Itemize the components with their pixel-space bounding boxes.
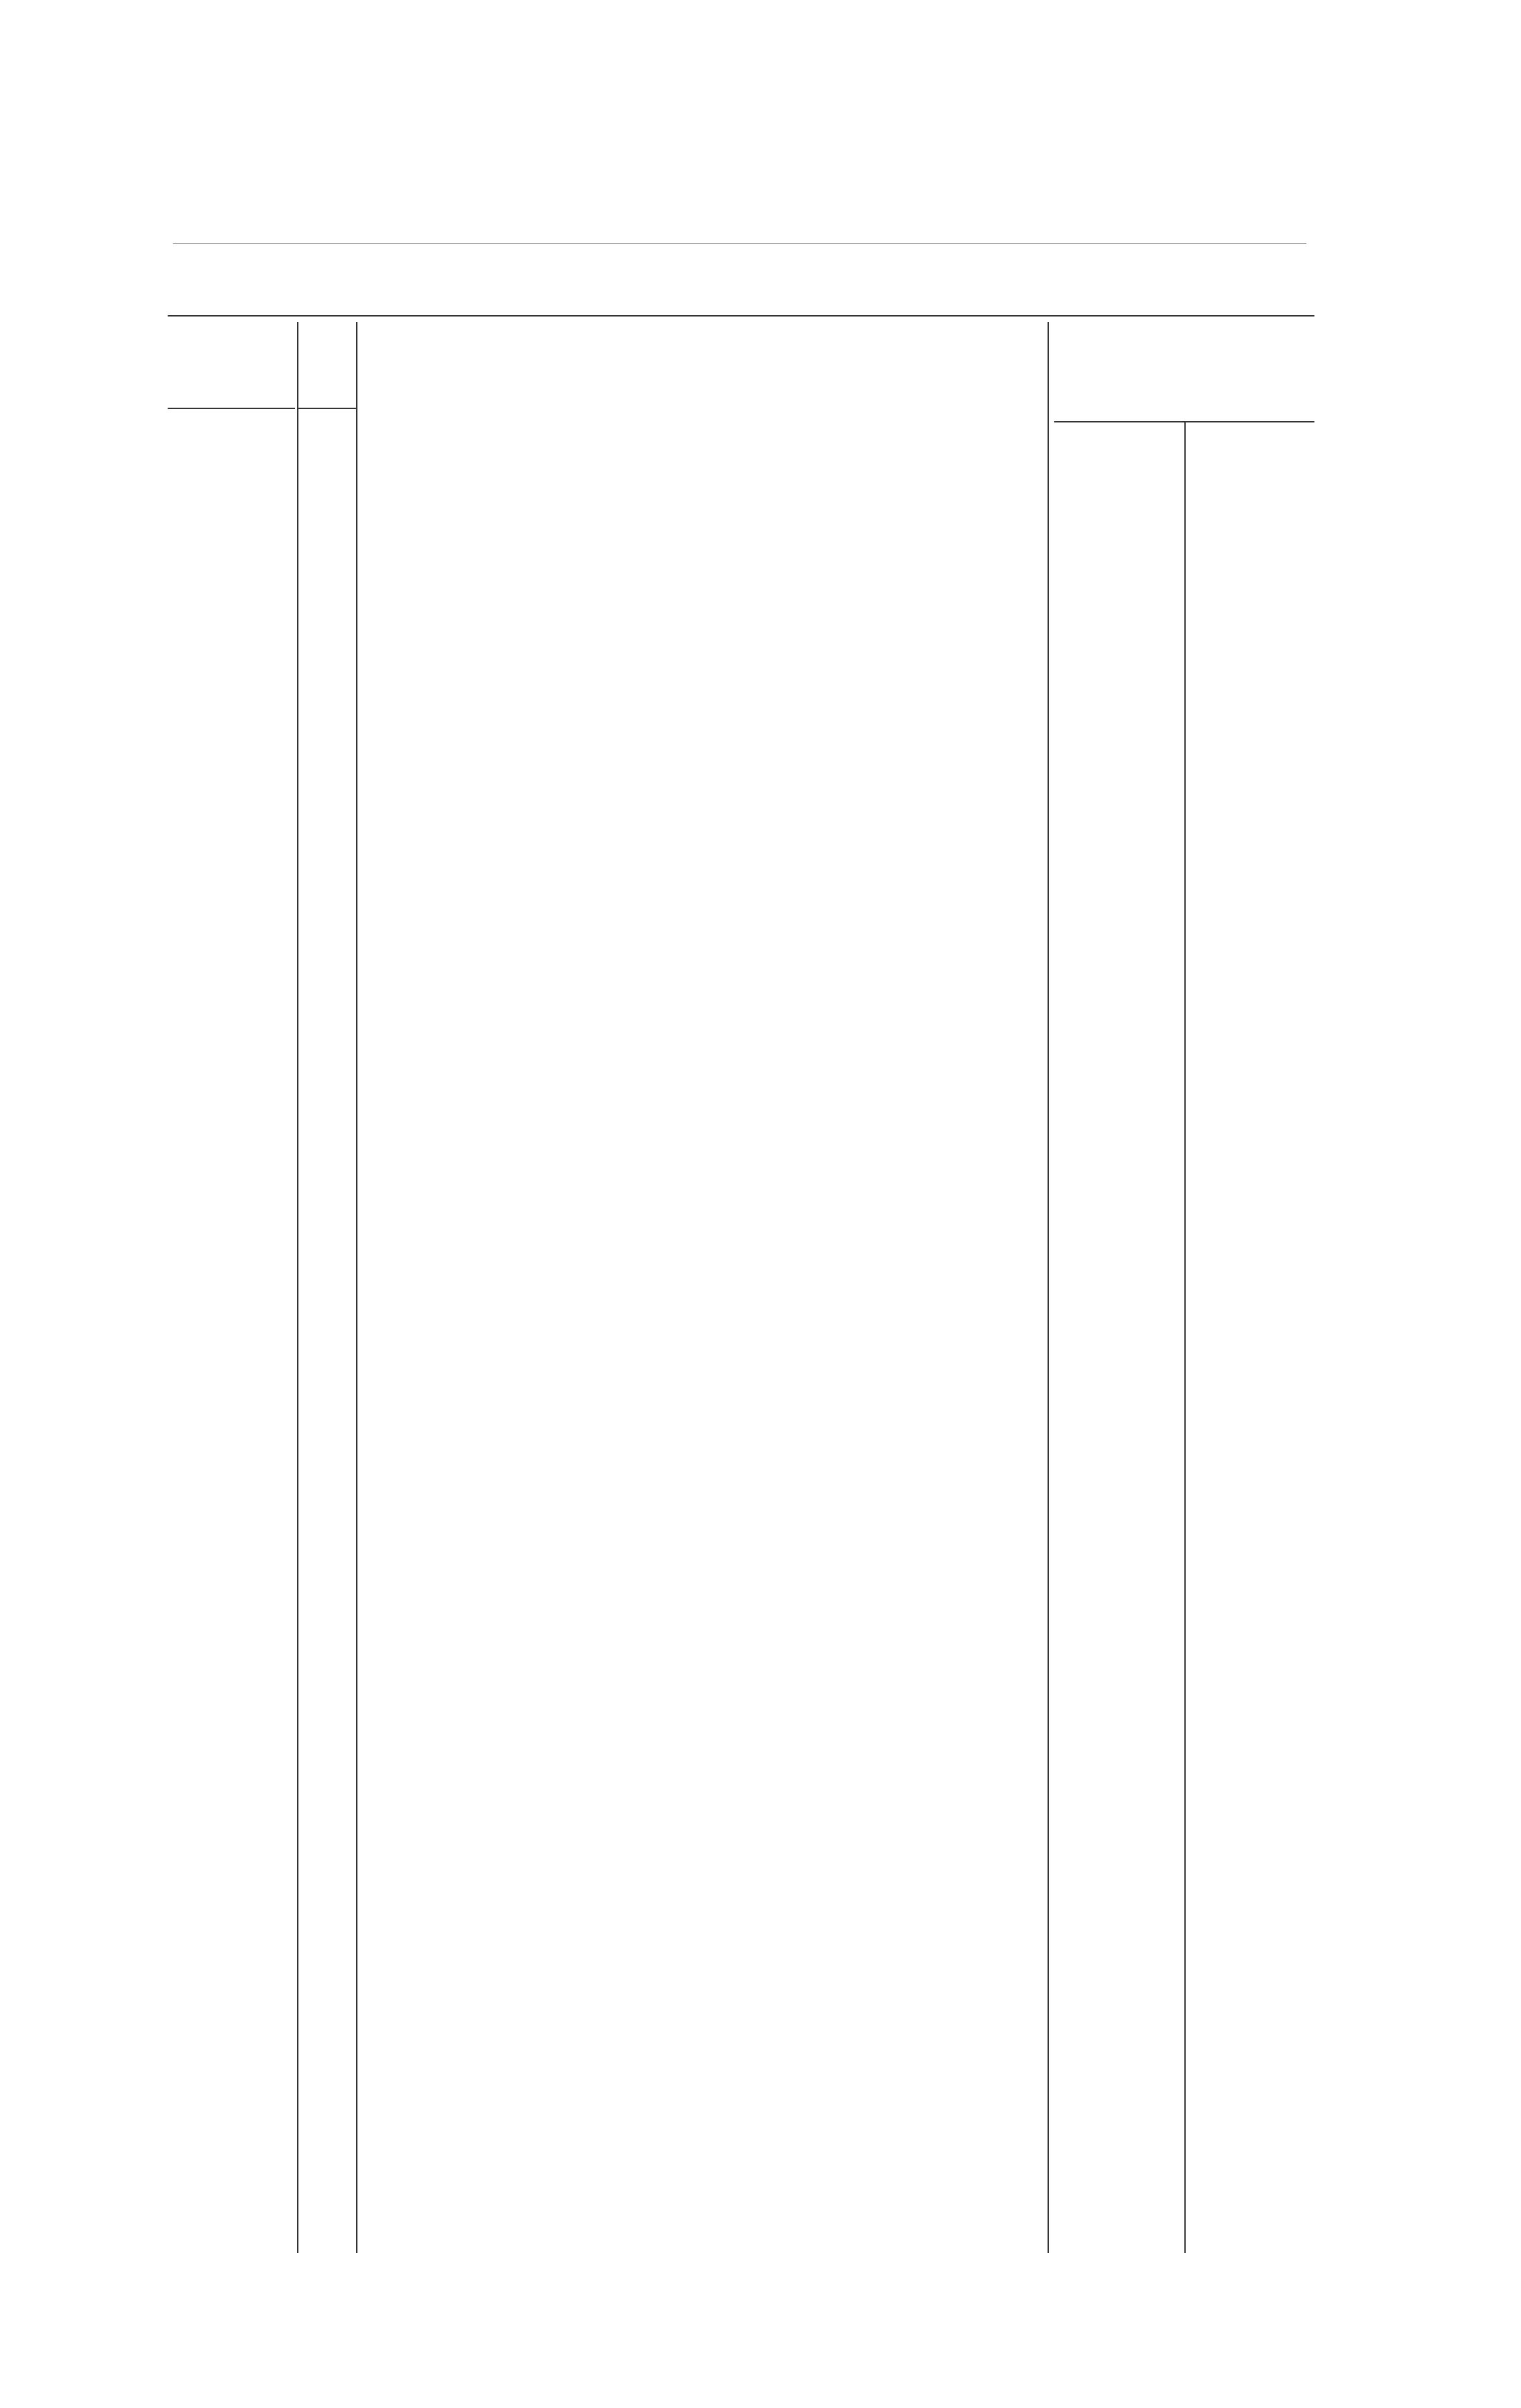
item-column-right [356, 322, 357, 2253]
item-column-left [297, 322, 298, 2253]
title-rule [173, 243, 1306, 244]
item-header-rule [298, 408, 357, 409]
amount-column-left [1048, 322, 1049, 2253]
persons-header-rule [168, 408, 295, 409]
pound-column-divider [1184, 422, 1186, 2253]
table-top-rule [168, 315, 1314, 317]
